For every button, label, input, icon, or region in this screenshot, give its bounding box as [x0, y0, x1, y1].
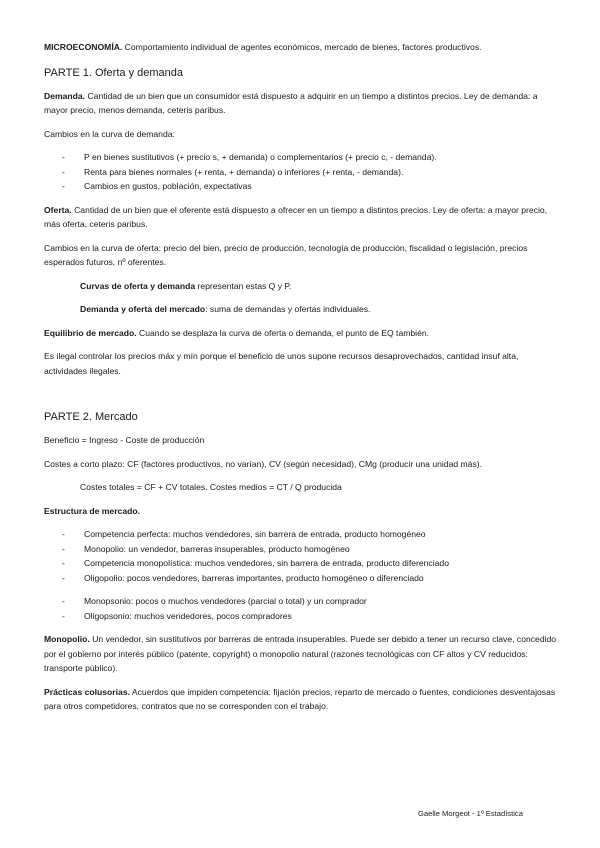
list-item: - Competencia monopolística: muchos vendedores, sin barrera de entrada, producto diferenciado — [44, 556, 560, 571]
demanda-label: Demanda. — [44, 90, 86, 101]
curvas-text: representan estas Q y P. — [195, 280, 292, 291]
colusorias-label: Prácticas colusorias. — [44, 686, 130, 697]
list-item: - Cambios en gustos, población, expectativas — [44, 179, 560, 194]
page-footer: Gaelle Morgeot - 1º Estadística — [418, 809, 523, 818]
list-item: - Monopolio: un vendedor, barreras insuperables, producto homogéneo — [44, 542, 560, 557]
cambios-oferta-paragraph: Cambios en la curva de oferta: precio del bien, precio de producción, tecnología de producción, fiscalidad o legislación, precios esperados futuros, nº oferentes. — [44, 242, 528, 267]
demanda-mercado-label: Demanda y oferta del mercado — [80, 304, 206, 314]
ilegal-paragraph: Es ilegal controlar los precios máx y mín porque el beneficio de unos supone recursos desaprovechados, cantidad insuf alta, actividades ilegales. — [44, 351, 519, 376]
curvas-paragraph — [44, 279, 560, 294]
part2-title: PARTE 2. Mercado — [44, 411, 138, 423]
list-item: - Oligopsonio: muchos vendedores, pocos compradores — [44, 609, 560, 624]
monopolio-paragraph — [44, 632, 560, 676]
oferta-label: Oferta. — [44, 204, 72, 215]
list-item: - Renta para bienes normales (+ renta, + demanda) o inferiores (+ renta, - demanda). — [44, 165, 560, 180]
heading-bold: MICROECONOMÍA. — [44, 42, 123, 52]
oferta-paragraph — [44, 203, 560, 232]
list-item: - Monopsonio: pocos o muchos vendedores (parcial o total) y un comprador — [44, 594, 560, 609]
equilibrio-paragraph — [44, 326, 560, 341]
cambios-demanda-list — [44, 150, 560, 194]
demanda-paragraph — [44, 89, 560, 118]
section-spacer — [44, 387, 560, 409]
colusorias-paragraph — [44, 685, 560, 714]
curvas-label: Curvas de oferta y demanda — [80, 280, 196, 291]
beneficio-paragraph: Beneficio = Ingreso - Coste de producción — [44, 435, 205, 445]
list-item: - P en bienes sustitutivos (+ precio s, + demanda) o complementarios (+ precio c, - demanda). — [44, 150, 560, 165]
costes-totales-paragraph: Costes totales = CF + CV totales. Costes medios = CT / Q producida — [80, 482, 342, 492]
document-heading — [44, 40, 560, 55]
estructura-list-2 — [44, 594, 560, 623]
document-page — [44, 40, 560, 723]
costes-paragraph: Costes a corto plazo: CF (factores productivos, no varían), CV (según necesidad), CMg (producir una unidad más). — [44, 458, 483, 469]
monopolio-text: Un vendedor, sin sustitutivos por barreras de entrada insuperables. Puede ser debido a tener un recurso clave, concedido por el gobierno por interés público (patente, copyright) o monopolio natural (razones tecnológicas con CF altos y CV reducidos: transporte público). — [44, 634, 557, 673]
monopolio-label: Monopolio. — [44, 634, 90, 644]
equilibrio-text: Cuando se desplaza la curva de oferta o demanda, el punto de EQ también. — [136, 327, 430, 338]
list-item: - Oligopolio: pocos vendedores, barreras importantes, producto homogéneo o diferenciado — [44, 571, 560, 586]
part1-title: PARTE 1. Oferta y demanda — [44, 66, 183, 79]
estructura-list — [44, 527, 560, 585]
demanda-text: Cantidad de un bien que un consumidor está dispuesto a adquirir en un tiempo a distintos precios. Ley de demanda: a mayor precio, menos demanda, ceteris paribus. — [44, 90, 538, 115]
cambios-demanda-title: Cambios en la curva de demanda: — [44, 128, 175, 139]
demanda-mercado-paragraph — [44, 302, 560, 317]
colusorias-text: Acuerdos que impiden competencia: fijación precios, reparto de mercado o fuentes, condiciones desventajosas para otros competidores, contratos que no se corresponden con el trabajo. — [44, 686, 556, 711]
equilibrio-label: Equilibrio de mercado. — [44, 327, 137, 338]
heading-text: Comportamiento individual de agentes económicos, mercado de bienes, factores productivos. — [122, 42, 482, 52]
demanda-mercado-text: : suma de demandas y ofertas individuales. — [205, 304, 371, 314]
oferta-text: Cantidad de un bien que el oferente está dispuesto a ofrecer en un tiempo a distintos precios. Ley de oferta: a mayor precio, más oferta, ceteris paribus. — [44, 204, 548, 229]
estructura-title: Estructura de mercado. — [44, 505, 140, 516]
list-item: - Competencia perfecta: muchos vendedores, sin barrera de entrada, producto homogéneo — [44, 527, 560, 542]
